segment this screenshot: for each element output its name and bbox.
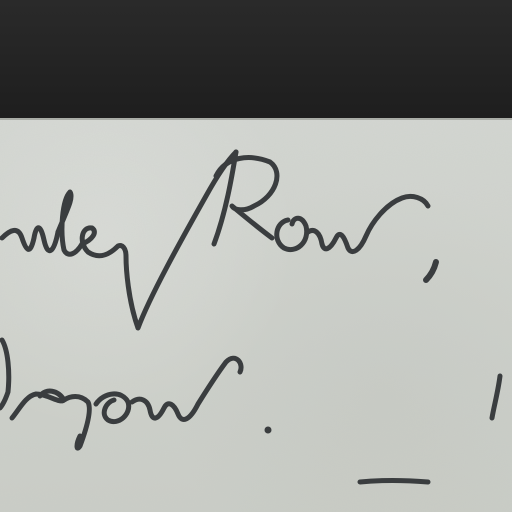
ink-dash — [360, 481, 428, 483]
ink-period — [265, 427, 272, 434]
paper-texture — [0, 120, 512, 512]
